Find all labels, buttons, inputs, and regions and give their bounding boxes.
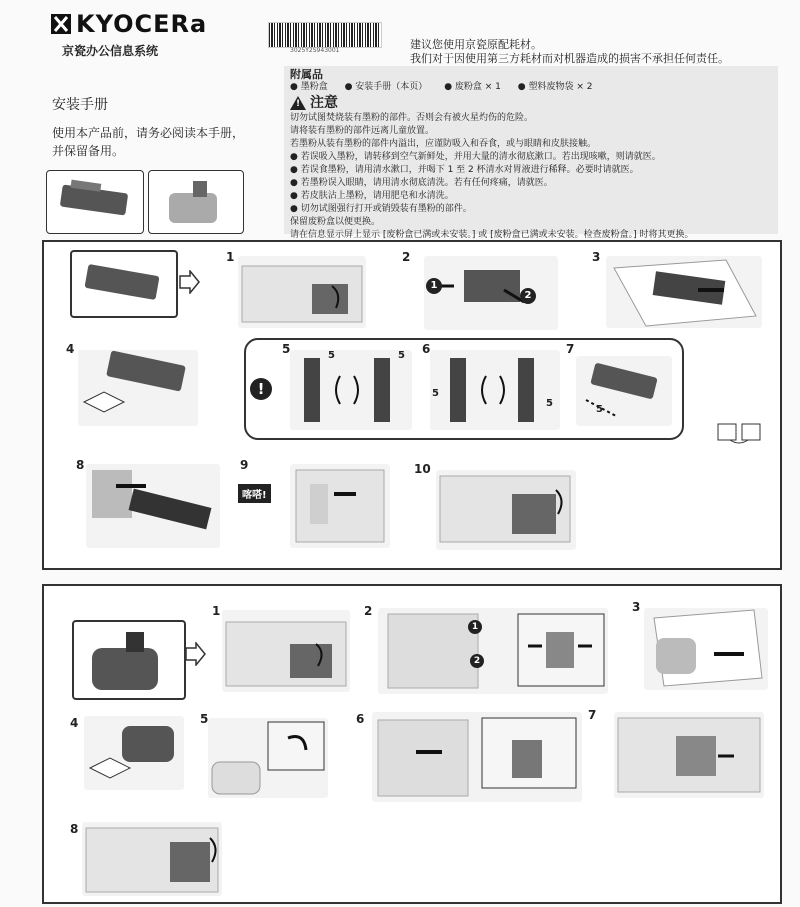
kyocera-logo-mark xyxy=(50,13,72,35)
waste-illustration-unpack-new xyxy=(84,716,184,790)
barcode xyxy=(268,22,382,48)
printer-closed-icon xyxy=(82,822,222,896)
plastic-bag-icon xyxy=(644,608,768,690)
brand-name: KYOCERa xyxy=(76,10,208,38)
toner-cartridge-icon xyxy=(72,252,176,316)
toner-step-number: 9 xyxy=(240,458,249,472)
push-cartridge-icon xyxy=(290,464,390,548)
intro-line: 使用本产品前，请务必阅读本手册， xyxy=(52,126,245,140)
caution-line: 请将装有墨粉的部件远离儿童放置。 xyxy=(290,126,435,136)
waste-step-number: 2 xyxy=(364,604,373,618)
arrow-right-icon xyxy=(178,270,200,294)
plastic-bag-icon xyxy=(606,256,762,328)
toner-step-number: 7 xyxy=(566,342,575,356)
accessories-list xyxy=(290,81,772,94)
shake-count: 5 xyxy=(596,404,603,415)
new-cartridge-box-icon xyxy=(78,350,198,426)
waste-illustration-close-cover xyxy=(614,712,764,798)
arrow-right-icon xyxy=(184,642,206,666)
caution-line: 保留废粉盒以便更换。 xyxy=(290,217,381,227)
step-illustration-open-cover xyxy=(238,256,366,328)
callout-2: 2 xyxy=(520,288,536,304)
insert-waste-box-icon xyxy=(372,712,582,802)
step-illustration-close-cover xyxy=(436,470,576,550)
shake-cartridge-icon xyxy=(290,350,412,430)
cap-waste-box-icon xyxy=(208,718,328,798)
toner-step-number: 5 xyxy=(282,342,291,356)
info-box xyxy=(284,66,778,240)
toner-step-number: 3 xyxy=(592,250,601,264)
caution-line: ● 切勿试图强行打开或销毁装有墨粉的部件。 xyxy=(290,204,472,214)
callout-2: 2 xyxy=(470,654,484,668)
caution-line: 切勿试图焚烧装有墨粉的部件。否则会有被火星灼伤的危险。 xyxy=(290,113,534,123)
callout-1: 1 xyxy=(468,620,482,634)
tap-cartridge-icon xyxy=(576,356,672,426)
company-subtitle: 京瓷办公信息系统 xyxy=(62,44,159,58)
toner-step-number: 4 xyxy=(66,342,75,356)
callout-1: 1 xyxy=(426,278,442,294)
caution-line: ● 若墨粉误入眼睛，请用清水彻底清洗。若有任何疼痛，请就医。 xyxy=(290,178,553,188)
waste-illustration-insert-box xyxy=(372,712,582,802)
toner-cartridge-thumbnail xyxy=(46,170,144,234)
caution-line: 请在信息显示屏上显示 [废粉盒已满或未安装。] 或 [废粉盒已满或未安装。检查废粉盒。] 时将其更换。 xyxy=(290,230,694,240)
accessory-item: ● 安装手册（本页） xyxy=(344,82,428,92)
waste-illustration-bag-box xyxy=(644,608,768,690)
waste-toner-box-icon xyxy=(74,622,184,698)
waste-step-number: 6 xyxy=(356,712,365,726)
accessories-heading: 附属品 xyxy=(290,68,323,81)
toner-step-number: 6 xyxy=(422,342,431,356)
notice-line: 建议您使用京瓷原配耗材。 xyxy=(410,38,542,51)
waste-step-number: 3 xyxy=(632,600,641,614)
close-cover-icon xyxy=(614,712,764,798)
close-cover-icon xyxy=(436,470,576,550)
shake-count: 5 xyxy=(432,388,439,399)
step-illustration-shake-horizontal xyxy=(290,350,412,430)
caution-line: 若墨粉从装有墨粉的部件内溢出，应谨防吸入和吞食，或与眼睛和皮肤接触。 xyxy=(290,139,597,149)
printer-front-cover-icon xyxy=(222,610,350,692)
step-illustration-remove-cartridge xyxy=(424,256,558,330)
waste-box-thumbnail xyxy=(148,170,244,234)
click-sound-bubble: 喀嗒! xyxy=(238,484,271,503)
insert-cartridge-icon xyxy=(86,464,220,548)
waste-step-number: 1 xyxy=(212,604,221,618)
caution-line: ● 若皮肤沾上墨粉，请用肥皂和水清洗。 xyxy=(290,191,454,201)
turn-page-icon xyxy=(716,420,762,444)
waste-step-number: 8 xyxy=(70,822,79,836)
step-illustration-bag-cartridge xyxy=(606,256,762,328)
step-illustration-unpack-new xyxy=(78,350,198,426)
kyocera-logo xyxy=(50,10,207,38)
manual-title: 安装手册 xyxy=(52,97,108,113)
toner-step-number: 1 xyxy=(226,250,235,264)
shake-vertical-icon xyxy=(430,350,560,430)
waste-step-number: 5 xyxy=(200,712,209,726)
waste-illustration-remove-box xyxy=(378,608,608,694)
step-illustration-tap-cartridge xyxy=(576,356,672,426)
intro-line: 并保留备用。 xyxy=(52,144,125,158)
accessory-item: ● 废粉盒 × 1 xyxy=(444,82,501,92)
warning-triangle-icon: ! xyxy=(290,96,306,110)
waste-step-number: 4 xyxy=(70,716,79,730)
printer-front-cover-icon xyxy=(238,256,366,328)
waste-step-box xyxy=(72,620,186,700)
waste-step-number: 7 xyxy=(588,708,597,722)
remove-cartridge-icon xyxy=(424,256,558,330)
barcode-number: 3025Y2S943001 xyxy=(290,47,340,54)
waste-toner-box-icon xyxy=(149,171,243,233)
toner-step-number: 2 xyxy=(402,250,411,264)
waste-illustration-open-cover xyxy=(222,610,350,692)
caution-line: ● 若误吸入墨粉，请转移到空气新鲜处，并用大量的清水彻底漱口。若出现咳嗽，则请就医。 xyxy=(290,152,661,162)
notice-line: 我们对于因使用第三方耗材而对机器造成的损害不承担任何责任。 xyxy=(410,52,729,65)
toner-cartridge-icon xyxy=(47,171,143,233)
intro-text xyxy=(52,124,282,160)
accessory-item: ● 塑料废物袋 × 2 xyxy=(517,82,593,92)
step-illustration-insert-cartridge xyxy=(86,464,220,548)
shake-count: 5 xyxy=(546,398,553,409)
accessory-item: ● 墨粉盒 xyxy=(290,82,328,92)
toner-step-cartridge xyxy=(70,250,178,318)
waste-illustration-finish xyxy=(82,822,222,896)
new-waste-box-icon xyxy=(84,716,184,790)
caution-line: ● 若误食墨粉，请用清水漱口，并喝下 1 至 2 杯清水对胃液进行稀释。必要时请就医。 xyxy=(290,165,639,175)
step-illustration-shake-vertical xyxy=(430,350,560,430)
toner-step-number: 10 xyxy=(414,462,431,476)
remove-waste-box-icon xyxy=(378,608,608,694)
shake-count: 5 xyxy=(398,350,405,361)
genuine-supplies-notice xyxy=(410,38,729,66)
shake-count: 5 xyxy=(328,350,335,361)
warning-icon: ! xyxy=(250,378,272,400)
toner-step-number: 8 xyxy=(76,458,85,472)
caution-heading xyxy=(290,96,772,110)
caution-title: 注意 xyxy=(310,94,338,111)
step-illustration-push-in xyxy=(290,464,390,548)
waste-illustration-cap-box xyxy=(208,718,328,798)
